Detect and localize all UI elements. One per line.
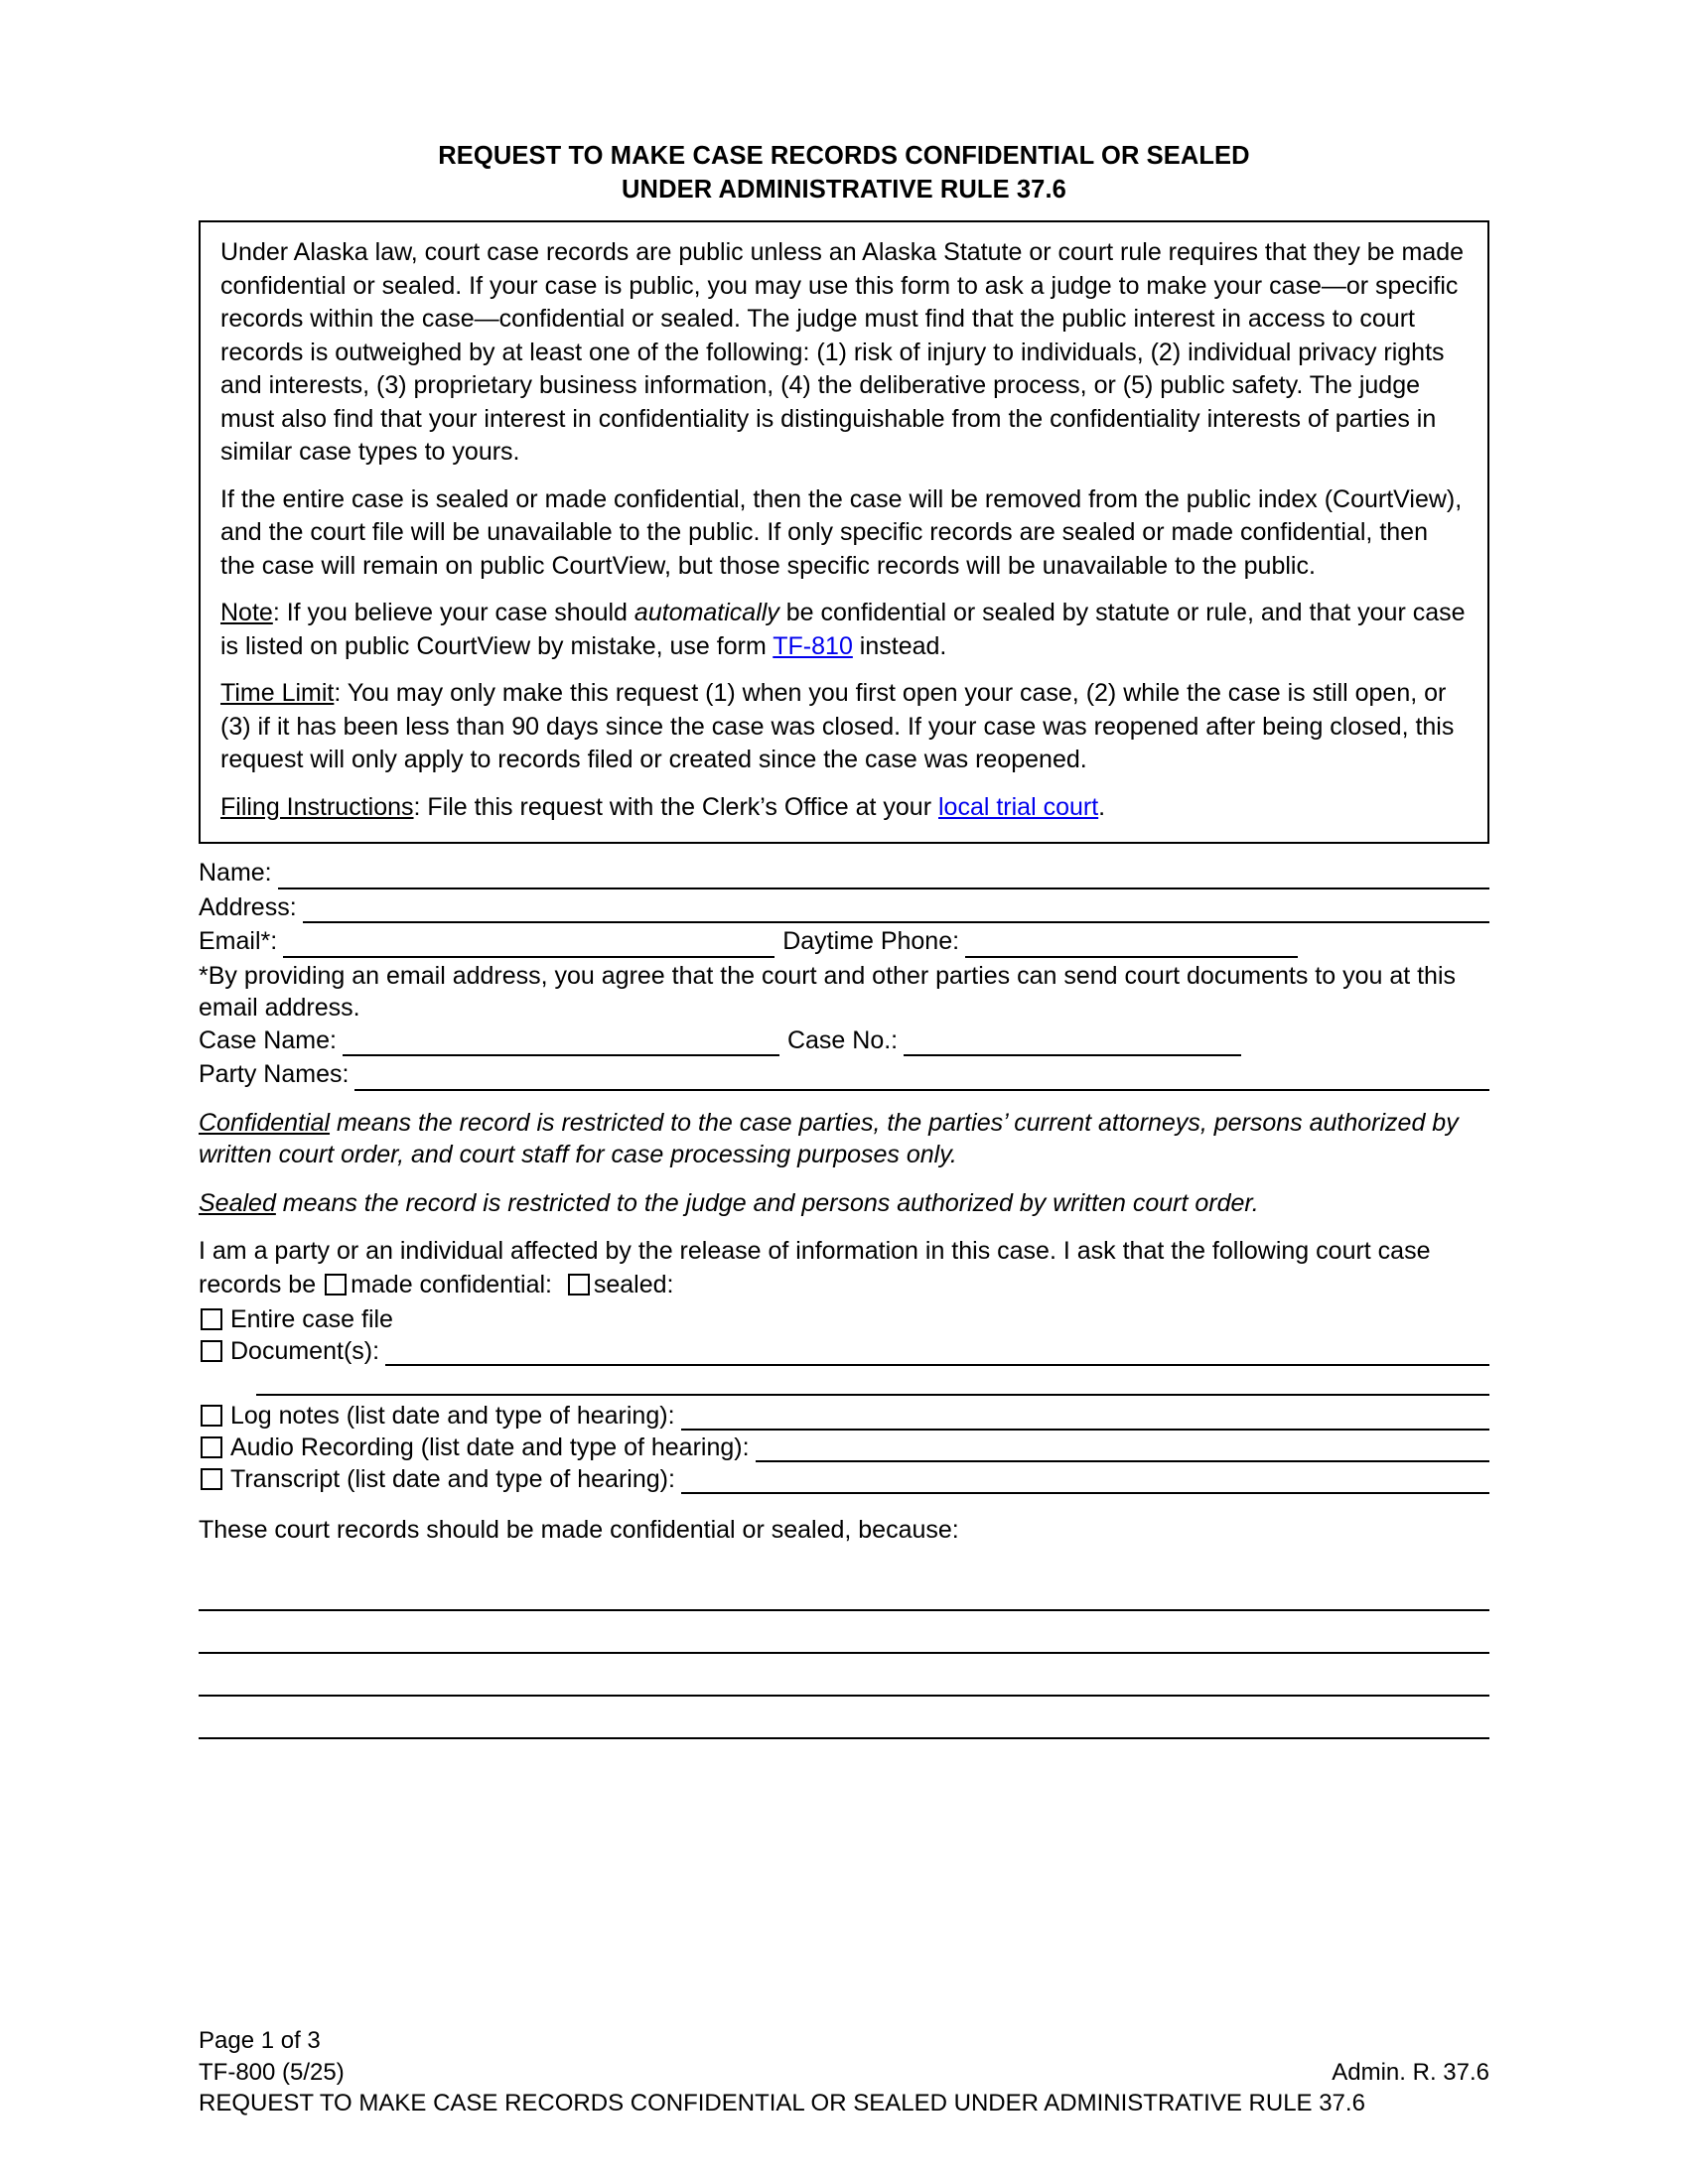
local-trial-court-link[interactable]: local trial court xyxy=(938,792,1099,821)
documents-continuation-input[interactable] xyxy=(256,1390,1489,1396)
name-input[interactable] xyxy=(278,862,1489,889)
rule-reference: Admin. R. 37.6 xyxy=(1332,2058,1489,2086)
checkbox-log-notes[interactable] xyxy=(201,1405,222,1427)
case-name-input[interactable] xyxy=(343,1028,779,1056)
case-name-label: Case Name: xyxy=(199,1025,337,1054)
daytime-phone-input[interactable] xyxy=(965,930,1298,958)
request-statement-text: I am a party or an individual affected by the release of information in this case. I ask that the following court case records be xyxy=(199,1237,1431,1298)
party-names-input[interactable] xyxy=(354,1063,1489,1091)
case-no-input[interactable] xyxy=(904,1028,1241,1056)
audio-recording-input[interactable] xyxy=(756,1434,1489,1462)
daytime-phone-label: Daytime Phone: xyxy=(782,927,960,956)
checkbox-audio-recording[interactable] xyxy=(201,1436,222,1458)
name-row xyxy=(199,857,1489,889)
audio-recording-label: Audio Recording (list date and type of hearing): xyxy=(230,1433,750,1462)
tf-810-link[interactable]: TF-810 xyxy=(773,631,853,660)
sealed-label: sealed: xyxy=(593,1270,674,1298)
note-text-a: : If you believe your case should xyxy=(272,599,634,627)
record-option-log-notes xyxy=(199,1402,1489,1431)
sealed-definition xyxy=(199,1187,1489,1220)
page-number: Page 1 of 3 xyxy=(199,2027,321,2054)
documents-input[interactable] xyxy=(385,1338,1489,1366)
checkbox-made-confidential[interactable] xyxy=(325,1274,347,1296)
page-title xyxy=(199,139,1489,206)
confidential-definition xyxy=(199,1107,1489,1171)
instructions-paragraph-1: Under Alaska law, court case records are public unless an Alaska Statute or court rule requires that they be made confidential or sealed. If your case is public, you may use this form to ask a judge to make your case—or specific records within the case—confidential or sealed. The judge must find that the public interest in access to court records is outweighed by at least one of the following: (1) risk of injury to individuals, (2) individual privacy rights and interests, (3) proprietary business information, (4) the deliberative process, or (5) public safety. The judge must also find that your interest in confidentiality is distinguishable from the confidentiality interests of parties in similar case types to yours. xyxy=(220,238,1465,467)
party-information-fields xyxy=(199,857,1489,1091)
record-option-documents xyxy=(199,1337,1489,1366)
checkbox-documents[interactable] xyxy=(201,1340,222,1362)
email-input[interactable] xyxy=(283,930,774,958)
page-footer xyxy=(199,2025,1489,2119)
checkbox-sealed[interactable] xyxy=(568,1274,590,1296)
sealed-term: Sealed xyxy=(199,1188,276,1217)
party-names-row xyxy=(199,1058,1489,1091)
case-no-label: Case No.: xyxy=(786,1025,899,1054)
note-text-b: be confidential or sealed by statute or rule, and that your case is listed on public CourtView by mistake, use form xyxy=(220,599,1466,660)
instructions-time-limit xyxy=(220,677,1466,777)
instructions-paragraph-2: If the entire case is sealed or made confidential, then the case will be removed from the public index (CourtView), and the court file will be unavailable to the public. If only specific records are sealed or made confidential, then the case will remain on public CourtView, but those specific records will be unavailable to the public. xyxy=(220,484,1463,580)
address-row xyxy=(199,891,1489,924)
request-statement xyxy=(199,1235,1489,1301)
definitions-section xyxy=(199,1107,1489,1220)
transcript-input[interactable] xyxy=(681,1466,1489,1494)
reason-line-1[interactable] xyxy=(199,1569,1489,1611)
instructions-filing xyxy=(220,791,1466,825)
reason-line-4[interactable] xyxy=(199,1697,1489,1739)
documents-label: Document(s): xyxy=(230,1337,380,1366)
filing-text-b: . xyxy=(1098,792,1106,821)
reason-line-2[interactable] xyxy=(199,1611,1489,1654)
record-option-entire-case-file xyxy=(199,1305,1489,1334)
party-names-label: Party Names: xyxy=(199,1060,350,1089)
footer-form-title: REQUEST TO MAKE CASE RECORDS CONFIDENTIAL OR SEALED UNDER ADMINISTRATIVE RULE 37.6 xyxy=(199,2090,1365,2117)
made-confidential-label: made confidential: xyxy=(351,1270,552,1298)
email-phone-row xyxy=(199,925,1489,958)
record-option-transcript xyxy=(199,1465,1489,1494)
confidential-term: Confidential xyxy=(199,1108,331,1137)
time-limit-label: Time Limit xyxy=(220,679,335,708)
address-input[interactable] xyxy=(303,895,1489,923)
title-line-2: UNDER ADMINISTRATIVE RULE 37.6 xyxy=(622,176,1066,205)
documents-continuation-row xyxy=(199,1390,1489,1396)
filing-text-a: : File this request with the Clerk’s Office at your xyxy=(413,792,938,821)
email-label: Email*: xyxy=(199,927,278,956)
log-notes-label: Log notes (list date and type of hearing): xyxy=(230,1402,675,1431)
note-label: Note xyxy=(220,599,273,627)
instructions-note xyxy=(220,597,1466,663)
case-name-number-row xyxy=(199,1024,1489,1057)
checkbox-transcript[interactable] xyxy=(201,1468,222,1490)
sealed-definition-text: means the record is restricted to the judge and persons authorized by written court order. xyxy=(275,1188,1259,1217)
form-number: TF-800 (5/25) xyxy=(199,2058,345,2086)
filing-instructions-label: Filing Instructions xyxy=(220,792,414,821)
time-limit-text: : You may only make this request (1) when you first open your case, (2) while the case is still open, or (3) if it has been less than 90 days since the case was closed. If your case was reopened after being closed, this request will only apply to records filed or created since the case was reopened. xyxy=(220,679,1455,774)
address-label: Address: xyxy=(199,892,297,921)
name-label: Name: xyxy=(199,859,272,887)
footer-form-row xyxy=(199,2057,1489,2089)
instructions-box xyxy=(199,220,1489,844)
note-emphasis: automatically xyxy=(633,599,779,627)
checkbox-entire-case-file[interactable] xyxy=(201,1308,222,1330)
reason-prompt: These court records should be made confidential or sealed, because: xyxy=(199,1516,959,1545)
title-line-1: REQUEST TO MAKE CASE RECORDS CONFIDENTIAL OR SEALED xyxy=(438,142,1250,170)
log-notes-input[interactable] xyxy=(681,1403,1489,1431)
note-text-c: instead. xyxy=(852,631,947,660)
form-content xyxy=(199,139,1489,1739)
confidential-definition-text: means the record is restricted to the case parties, the parties’ current attorneys, persons authorized by written court order, and court staff for case processing purposes only. xyxy=(199,1108,1459,1169)
reason-text-area xyxy=(199,1569,1489,1739)
email-footnote: *By providing an email address, you agree that the court and other parties can send court documents to you at this email address. xyxy=(199,961,1457,1023)
reason-line-3[interactable] xyxy=(199,1654,1489,1697)
record-option-audio-recording xyxy=(199,1433,1489,1462)
entire-case-file-label: Entire case file xyxy=(230,1305,393,1334)
transcript-label: Transcript (list date and type of hearing): xyxy=(230,1465,675,1494)
